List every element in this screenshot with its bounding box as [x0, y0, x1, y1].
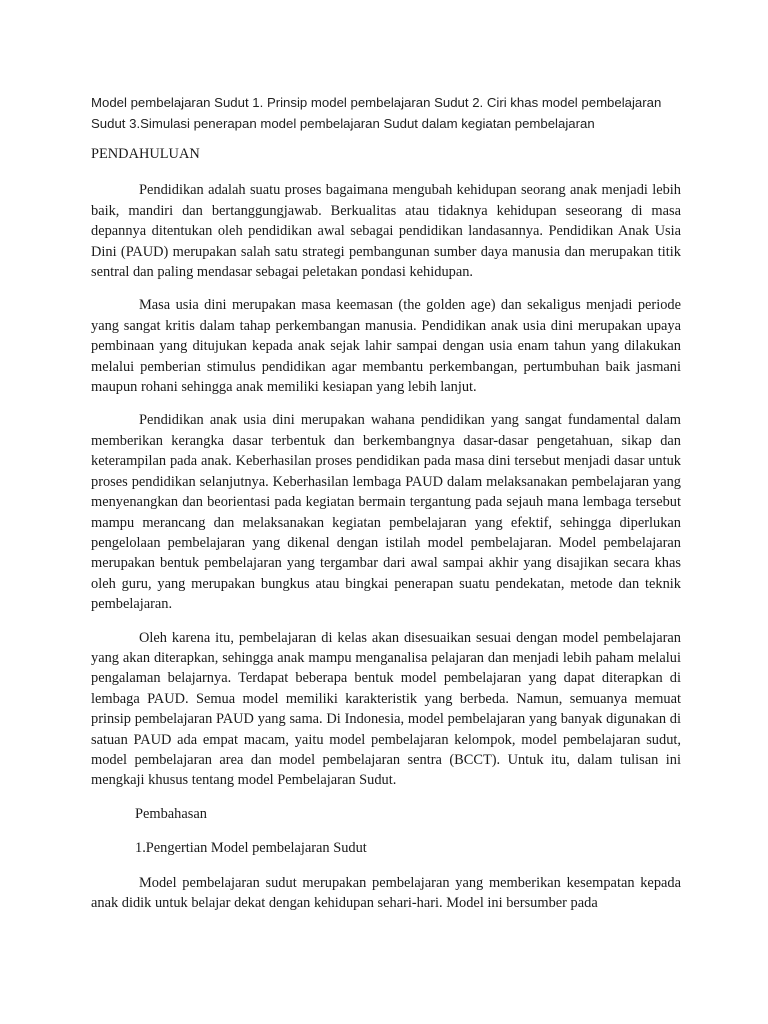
document-header: Model pembelajaran Sudut 1. Prinsip model pembelajaran Sudut 2. Ciri khas model pembelajaran Sudut 3.Simulasi penerapan model pembelajaran Sudut dalam kegiatan pembelajaran: [91, 95, 662, 131]
paragraph-4: Oleh karena itu, pembelajaran di kelas akan disesuaikan sesuai dengan model pembelajaran yang akan diterapkan, sehingga anak mampu menganalisa pelajaran dan menjadi lebih paham melalui pengalaman belajarnya. Terdapat beberapa bentuk model pembelajaran yang dapat diterapkan di lembaga PAUD. Semua model memiliki karakteristik yang berbeda. Namun, semuanya memuat prinsip pembelajaran PAUD yang sama. Di Indonesia, model pembelajaran yang banyak digunakan di satuan PAUD ada empat macam, yaitu model pembelajaran kelompok, model pembelajaran sudut, model pembelajaran area dan model pembelajaran sentra (BCCT). Untuk itu, dalam tulisan ini mengkaji khusus tentang model Pembelajaran Sudut.: [91, 629, 681, 789]
document-body: [91, 144, 681, 926]
paragraph-2: Masa usia dini merupakan masa keemasan (the golden age) dan sekaligus menjadi periode yang sangat kritis dalam tahap perkembangan manusia. Pendidikan anak usia dini merupakan upaya pembinaan yang ditujukan kepada anak sejak lahir sampai dengan usia enam tahun yang dilakukan melalui pemberian stimulus pendidikan agar membantu perkembangan, pertumbuhan baik jasmani maupun rohani sehingga anak memiliki kesiapan yang lebih lanjut.: [91, 297, 681, 396]
paragraph-1: Pendidikan adalah suatu proses bagaimana mengubah kehidupan seorang anak menjadi lebih baik, mandiri dan bertanggungjawab. Berkualitas atau tidaknya kehidupan seseorang di masa depannya ditentukan oleh pendidikan awal sebagai pendidikan landasannya. Pendidikan Anak Usia Dini (PAUD) merupakan salah satu strategi pembangunan sumber daya manusia dan merupakan titik sentral dan paling mendasar sebagai peletakan pondasi kehidupan.: [91, 182, 681, 281]
paragraph-3: Pendidikan anak usia dini merupakan wahana pendidikan yang sangat fundamental dalam memberikan kerangka dasar terbentuk dan berkembangnya dasar-dasar pengetahuan, sikap dan keterampilan pada anak. Keberhasilan proses pendidikan pada masa dini tersebut menjadi dasar untuk proses pendidikan selanjutnya. Keberhasilan lembaga PAUD dalam melaksanakan pembelajaran yang menyenangkan dan beorientasi pada kegiatan bermain tergantung pada sejauh mana lembaga tersebut mampu merancang dan melaksanakan kegiatan pembelajaran yang efektif, sehingga diperlukan pengelolaan pembelajaran yang dikenal dengan istilah model pembelajaran. Model pembelajaran merupakan bentuk pembelajaran yang tergambar dari awal sampai akhir yang disajikan secara khas oleh guru, yang merupakan bungkus atau bingkai penerapan suatu pendekatan, metode dan teknik pembelajaran.: [91, 412, 681, 613]
subsection-title: 1.Pengertian Model pembelajaran Sudut: [135, 840, 367, 857]
section-title: PENDAHULUAN: [91, 146, 200, 162]
pembahasan-heading: Pembahasan: [135, 805, 207, 822]
paragraph-5: Model pembelajaran sudut merupakan pembelajaran yang memberikan kesempatan kepada anak didik untuk belajar dekat dengan kehidupan sehari-hari. Model ini bersumber pada: [91, 874, 681, 911]
